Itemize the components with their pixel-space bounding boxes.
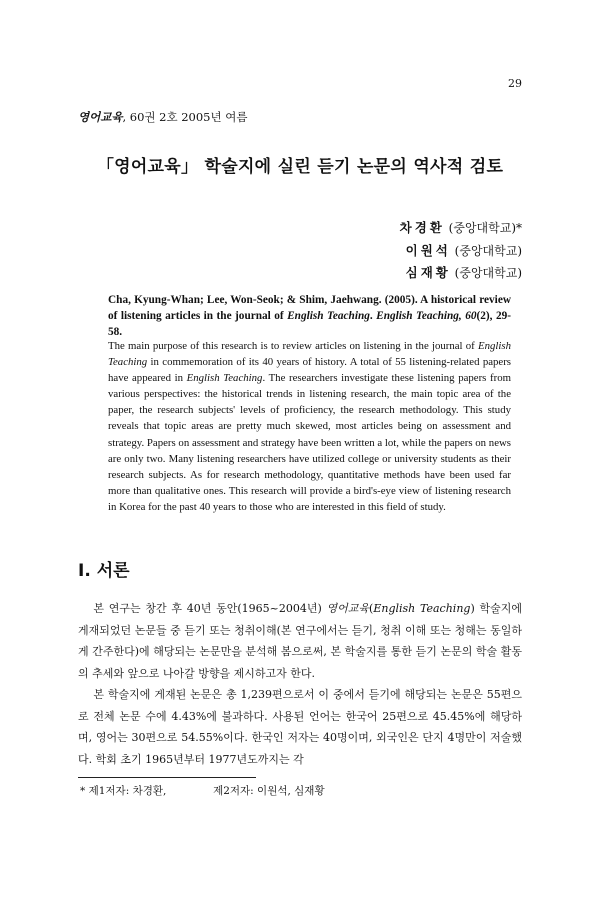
abstract-text: . The researchers investigate these listening papers from various perspectives: the historical trends in listening research, the main topic area of the paper, the research subjects' levels of proficiency, the research methodology. This study reveals that topic areas are pretty much skewed, most articles being on assessment and strategy. Papers on assessment and strategy have been written a lot, while the papers on news are only two. Many listening researchers have utilized college or university students as their research subjects. As for research methodology, quantitative methods have been used far more than qualitative ones. This research will provide a bird's-eye view of listening research in Korea for the past 40 years to those who are interested in this field of study. (108, 372, 511, 513)
abstract-text: The main purpose of this research is to review articles on listening in the journal of (108, 340, 478, 352)
abstract (108, 338, 511, 515)
author-name: 차경환 (399, 220, 445, 235)
abstract-journal: English Teaching (108, 340, 511, 369)
citation-journal-volume: English Teaching, 60 (376, 310, 477, 322)
running-head-journal: 영어교육 (78, 110, 123, 124)
paragraph-text: 본 연구는 창간 후 40년 동안(1965~2004년) (93, 602, 327, 615)
body-text (78, 598, 522, 770)
author-affiliation: (중앙대학교) (450, 243, 522, 258)
page-number: 29 (508, 77, 522, 90)
footnote-rule (78, 777, 256, 778)
paragraph (78, 598, 522, 684)
author-affiliation: (중앙대학교) (450, 266, 522, 280)
section-heading: I. 서론 (78, 561, 130, 581)
paragraph-text: ) 학술지에 게재되었던 논문들 중 듣기 또는 청취이해(본 연구에서는 듣기, 청취 이해 또는 청해는 동일하게 간주한다)에 해당되는 논문만을 분석해 봄으로써, 본 학술지를 통한 듣기 논문의 학술 활동의 추세와 앞으로 나아갈 방향을 제시하고자 한다. (78, 602, 522, 680)
citation-separator: . (369, 310, 377, 322)
abstract-text: in commemoration of its 40 years of history. A total of 55 listening-related papers have appeared in (108, 356, 511, 385)
citation-journal: English Teaching (287, 310, 370, 322)
author-name: 심재황 (405, 265, 451, 280)
paragraph-text: ( (369, 602, 374, 615)
journal-name-korean: 영어교육 (326, 602, 370, 615)
author-list (400, 217, 522, 285)
author-line (400, 240, 522, 263)
running-head-issue: , 60권 2호 2005년 여름 (122, 110, 248, 124)
citation-issue-pages: (2), 29-58. (108, 310, 511, 338)
author-name: 이원석 (405, 242, 451, 258)
author-line (400, 262, 522, 285)
citation-text: Cha, Kyung-Whan; Lee, Won-Seok; & Shim, Jaehwang. (2005). A historical review of listening articles in the journal of (108, 294, 511, 322)
citation (108, 292, 511, 340)
footnote: * 제1저자: 차경환, 제2저자: 이원석, 심재황 (80, 785, 325, 797)
abstract-journal: English Teaching (186, 372, 263, 385)
running-head (78, 109, 247, 125)
paper-title: 「영어교육」 학술지에 실린 듣기 논문의 역사적 검토 (96, 157, 504, 177)
journal-name-english: English Teaching (373, 602, 471, 615)
author-line (400, 217, 522, 240)
paragraph: 본 학술지에 게재된 논문은 총 1,239편으로서 이 중에서 듣기에 해당되는 논문은 55편으로 전체 논문 수에 4.43%에 불과하다. 사용된 언어는 한국어 25편으로 45.45%에 해당하며, 영어는 30편으로 54.55%이다. 한국인 저자는 40명이며, 외국인은 단지 4명만이 저술했다. 학회 초기 1965년부터 1977년도까지는 각 (78, 688, 522, 766)
author-affiliation: (중앙대학교)* (444, 221, 522, 235)
